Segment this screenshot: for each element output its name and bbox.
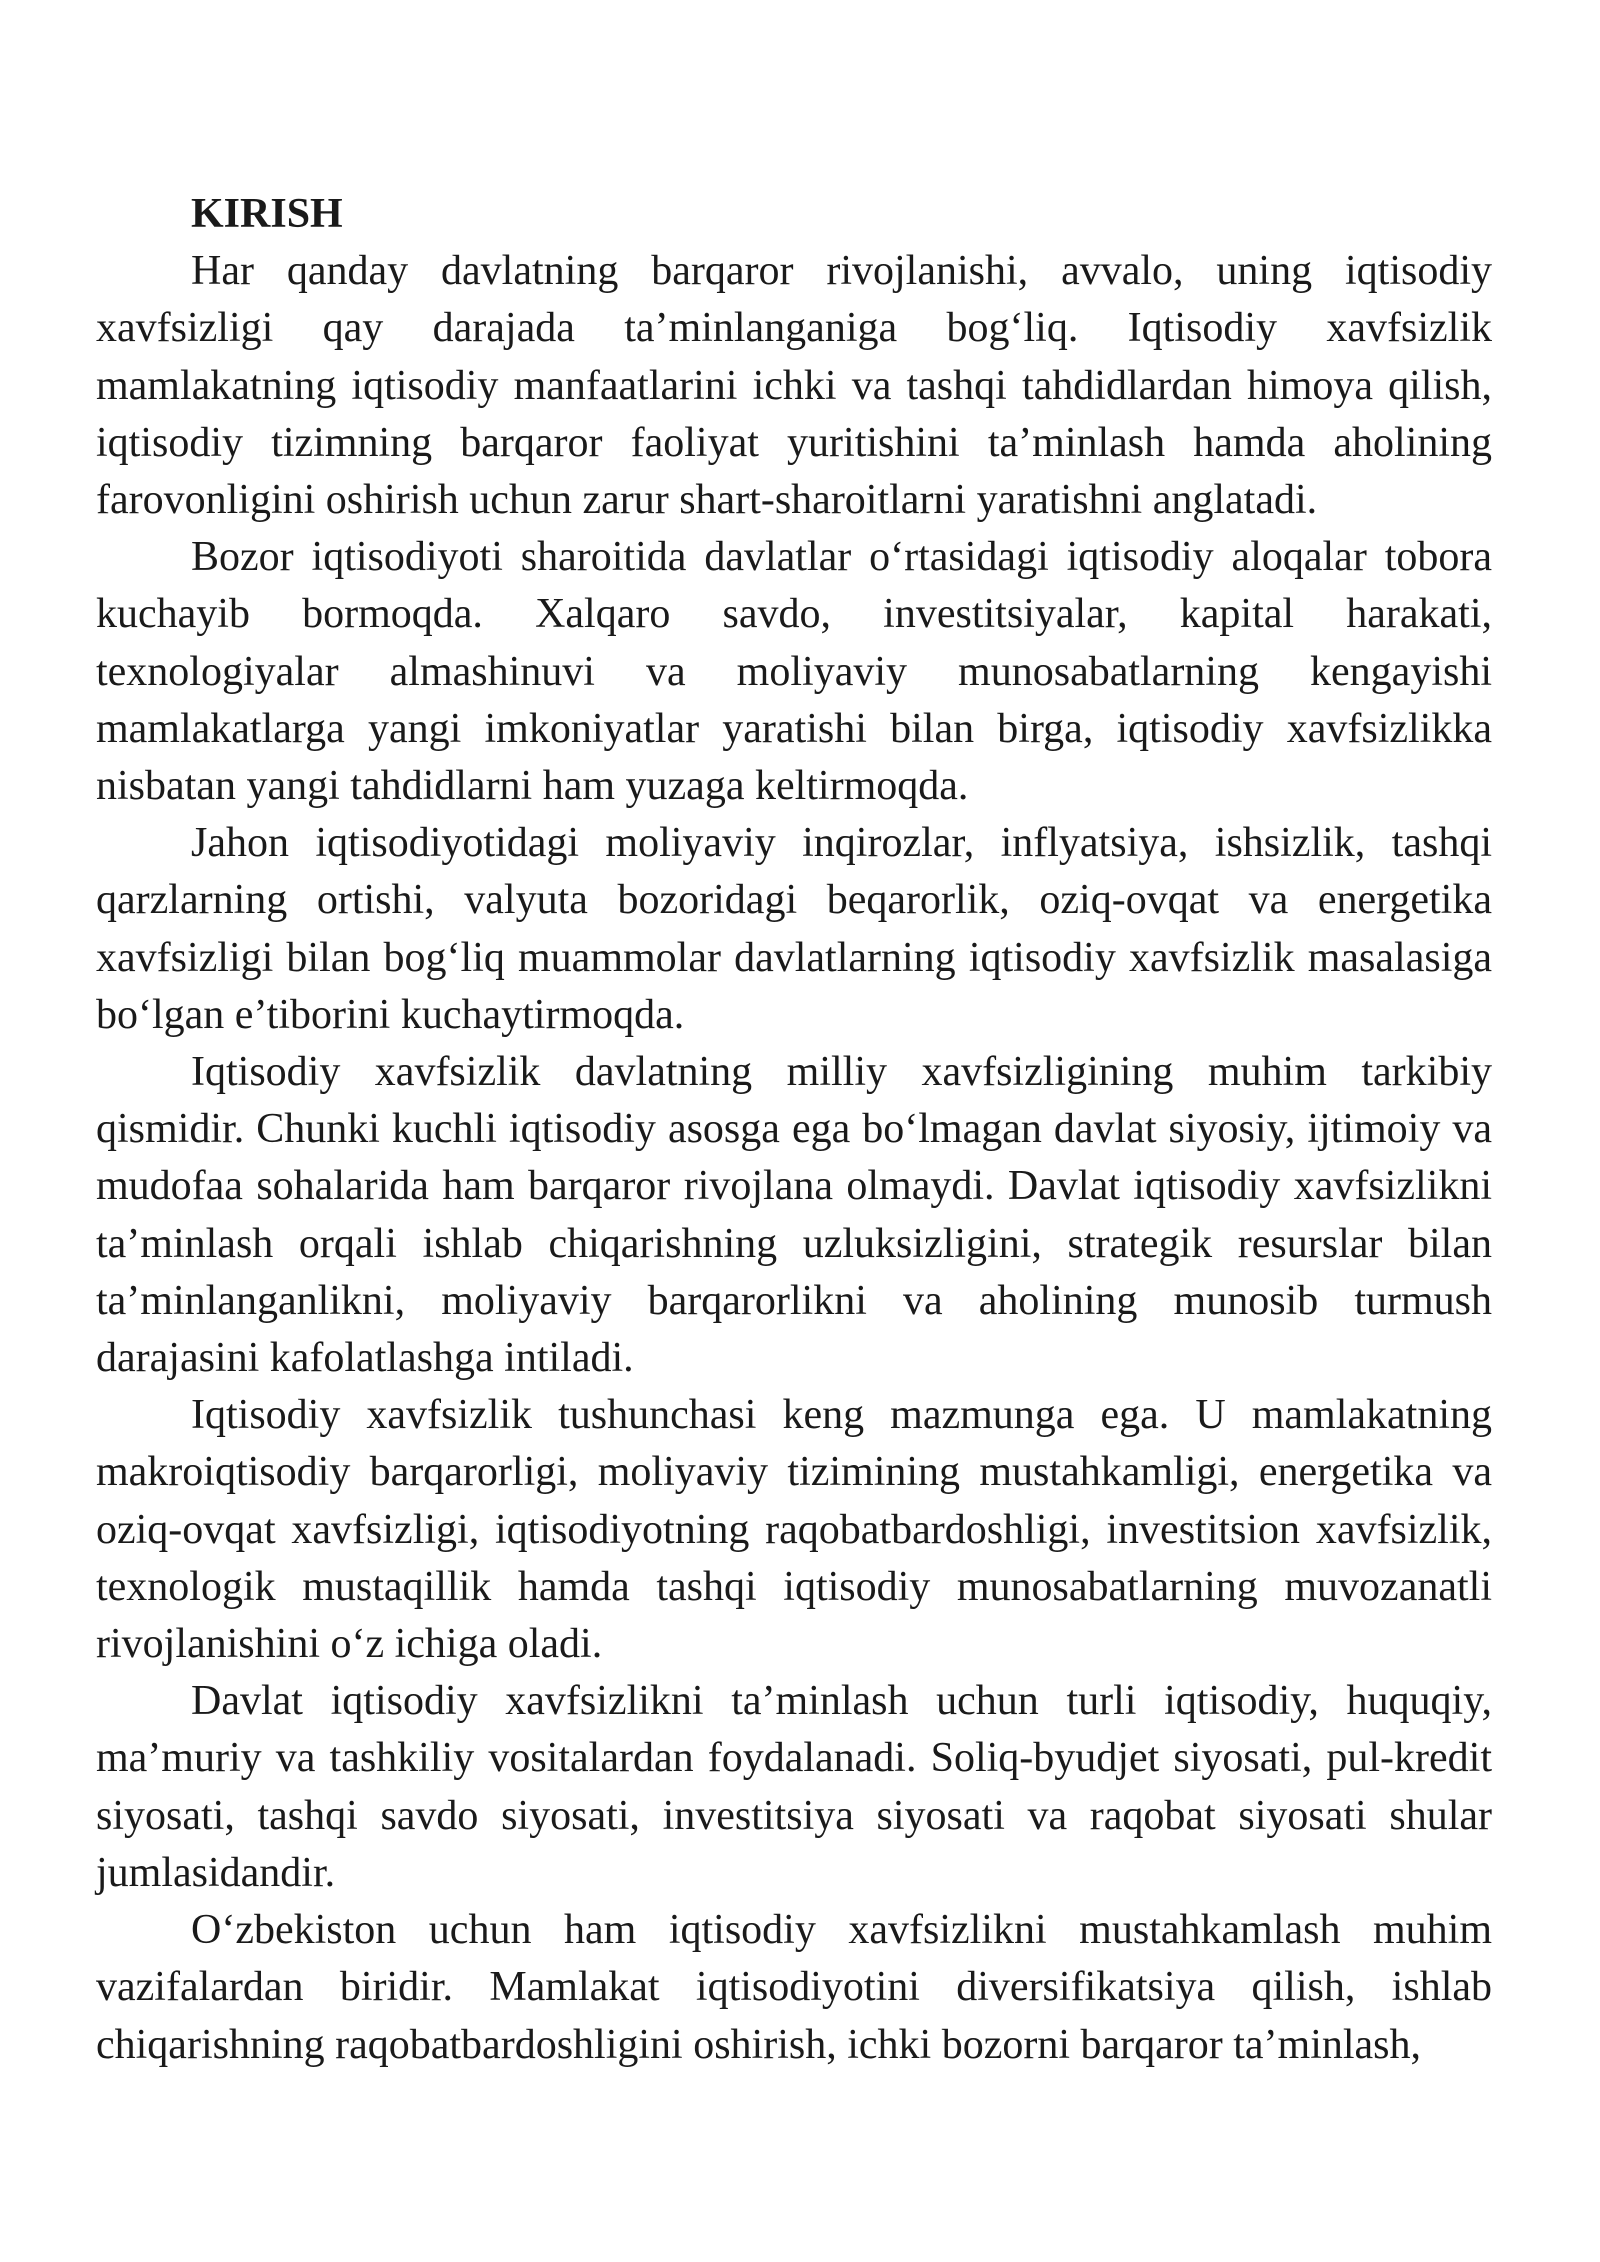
paragraph-7: O‘zbekiston uchun ham iqtisodiy xavfsizlikni mustahkamlash muhim vazifalardan biridir. Mamlakat iqtisodiyotini diversifikatsiya qilish, ishlab chiqarishning raqobatbardoshligini oshirish, ichki bozorni barqaror ta’minlash, xyxy=(96,1907,1492,2068)
document-page xyxy=(96,186,1492,2074)
paragraph-5: Iqtisodiy xavfsizlik tushunchasi keng mazmunga ega. U mamlakatning makroiqtisodiy barqarorligi, moliyaviy tizimining mustahkamligi, energetika va oziq-ovqat xavfsizligi, iqtisodiyotning raqobatbardoshligi, investitsion xavfsizlik, texnologik mustaqillik hamda tashqi iqtisodiy munosabatlarning muvozanatli rivojlanishini o‘z ichiga oladi. xyxy=(96,1392,1492,1668)
paragraph-6: Davlat iqtisodiy xavfsizlikni ta’minlash uchun turli iqtisodiy, huquqiy, ma’muriy va tashkiliy vositalardan foydalanadi. Soliq-byudjet siyosati, pul-kredit siyosati, tashqi savdo siyosati, investitsiya siyosati va raqobat siyosati shular jumlasidandir. xyxy=(96,1678,1492,1896)
paragraph-1: Har qanday davlatning barqaror rivojlanishi, avvalo, uning iqtisodiy xavfsizligi qay darajada ta’minlanganiga bog‘liq. Iqtisodiy xavfsizlik mamlakatning iqtisodiy manfaatlarini ichki va tashqi tahdidlardan himoya qilish, iqtisodiy tizimning barqaror faoliyat yuritishini ta’minlash hamda aholining farovonligini oshirish uchun zarur shart-sharoitlarni yaratishni anglatadi. xyxy=(96,248,1492,524)
paragraph-3: Jahon iqtisodiyotidagi moliyaviy inqirozlar, inflyatsiya, ishsizlik, tashqi qarzlarning ortishi, valyuta bozoridagi beqarorlik, oziq-ovqat va energetika xavfsizligi bilan bog‘liq muammolar davlatlarning iqtisodiy xavfsizlik masalasiga bo‘lgan e’tiborini kuchaytirmoqda. xyxy=(96,820,1492,1038)
paragraph-4: Iqtisodiy xavfsizlik davlatning milliy xavfsizligining muhim tarkibiy qismidir. Chunki kuchli iqtisodiy asosga ega bo‘lmagan davlat siyosiy, ijtimoiy va mudofaa sohalarida ham barqaror rivojlana olmaydi. Davlat iqtisodiy xavfsizlikni ta’minlash orqali ishlab chiqarishning uzluksizligini, strategik resurslar bilan ta’minlanganlikni, moliyaviy barqarorlikni va aholining munosib turmush darajasini kafolatlashga intiladi. xyxy=(96,1049,1492,1382)
section-heading: KIRISH xyxy=(191,191,343,237)
paragraph-2: Bozor iqtisodiyoti sharoitida davlatlar o‘rtasidagi iqtisodiy aloqalar tobora kuchayib bormoqda. Xalqaro savdo, investitsiyalar, kapital harakati, texnologiyalar almashinuvi va moliyaviy munosabatlarning kengayishi mamlakatlarga yangi imkoniyatlar yaratishi bilan birga, iqtisodiy xavfsizlikka nisbatan yangi tahdidlarni ham yuzaga keltirmoqda. xyxy=(96,534,1492,810)
